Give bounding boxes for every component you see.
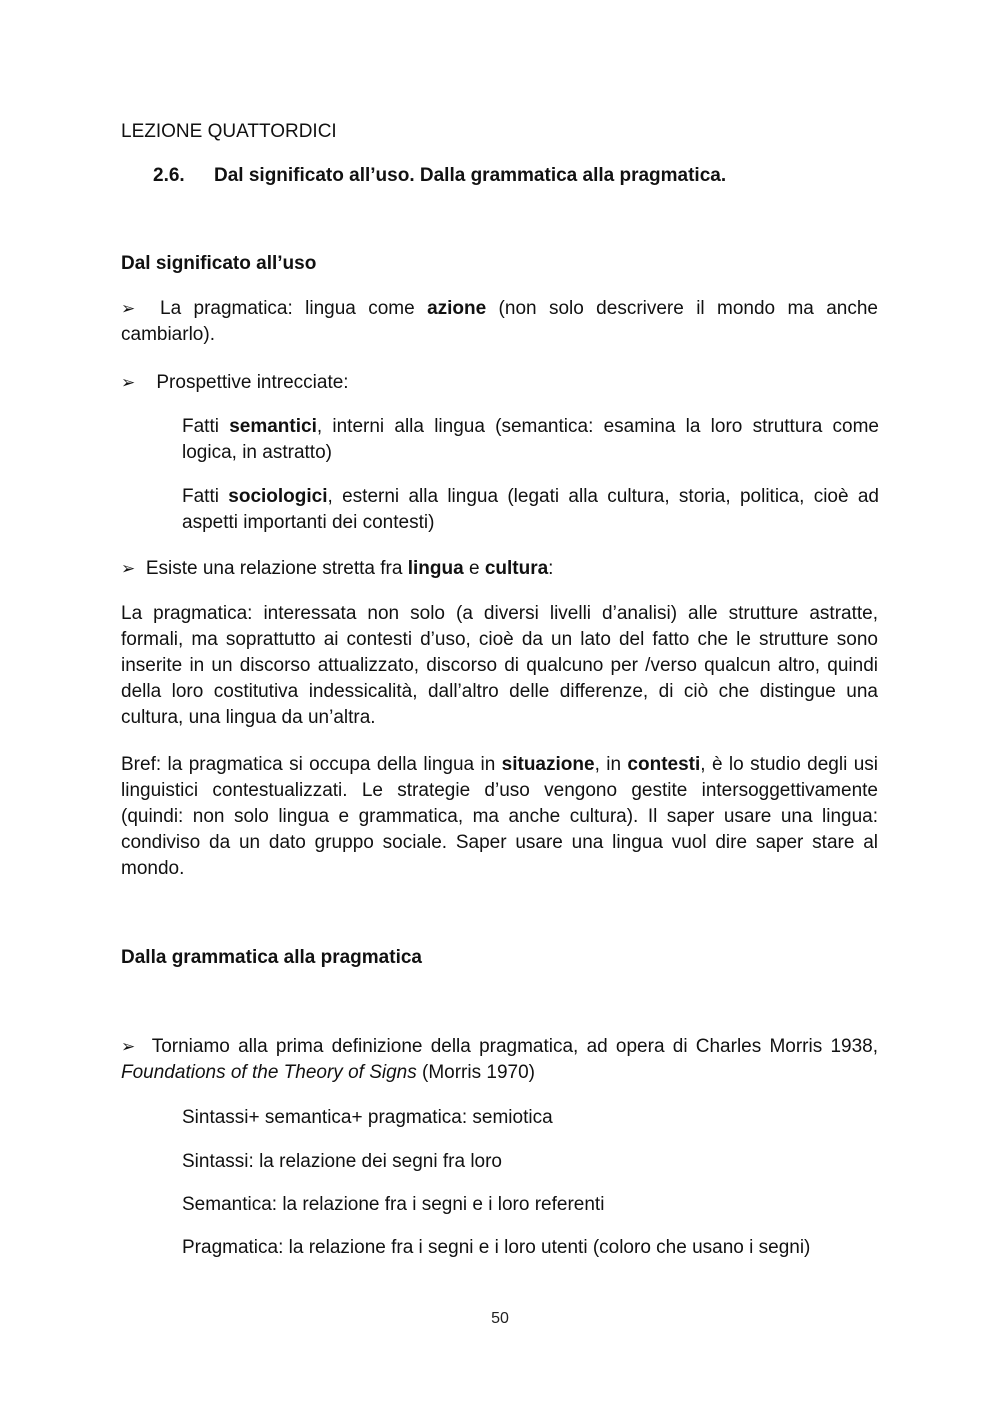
bullet-bold-cultura: cultura [484,558,549,579]
bullet-bold-term: azione [427,298,487,319]
bullet-italic-title: Foundations of the Theory of Signs [121,1062,417,1083]
item-text: Fatti [182,416,230,437]
subsection-heading-grammatica: Dalla grammatica alla pragmatica [121,947,422,968]
item-semantica: Semantica: la relazione fra i segni e i loro referenti [182,1194,605,1215]
item-pragmatica: Pragmatica: la relazione fra i segni e i loro utenti (coloro che usano i segni) [182,1237,811,1258]
bullet-text-end: (Morris 1970) [416,1062,535,1083]
bullet-text: Esiste una relazione stretta fra [145,558,408,579]
paragraph-text-end: , è lo studio degli usi linguistici contestualizzati. Le strategie d’uso vengono gestite intersoggettivamente (quindi: non solo lingua e grammatica, ma anche cultura). Il saper usare una lingua: condiviso da un dato gruppo sociale. Saper usare una lingua vuol dire saper stare al mondo. [121,754,878,879]
paragraph-bold-situazione: situazione [501,754,595,775]
bullet-prospettive [121,370,878,396]
item-semiotica: Sintassi+ semantica+ pragmatica: semiotica [182,1107,553,1128]
arrow-bullet-icon: ➢ [121,1037,136,1057]
item-text-end: , esterni alla lingua (legati alla cultura, storia, politica, cioè ad aspetti importanti dei contesti) [182,486,879,533]
item-text-end: , interni alla lingua (semantica: esamina la loro struttura come logica, in astratto) [182,416,879,463]
bullet-text-end: : [548,558,554,579]
arrow-bullet-icon: ➢ [121,373,136,393]
item-fatti-sociologici [182,484,879,536]
lesson-title: LEZIONE QUATTORDICI [121,121,337,142]
subsection-heading-significato: Dal significato all’uso [121,253,317,274]
paragraph-bold-contesti: contesti [627,754,701,775]
bullet-text-mid: e [463,558,485,579]
item-sintassi: Sintassi: la relazione dei segni fra loro [182,1151,503,1172]
item-fatti-semantici [182,414,879,466]
arrow-bullet-icon: ➢ [121,559,136,579]
item-bold-term: semantici [229,416,317,437]
arrow-bullet-icon: ➢ [121,299,136,319]
paragraph-bref [121,752,878,882]
section-number: 2.6. [153,165,185,186]
bullet-text: Torniamo alla prima definizione della pragmatica, ad opera di Charles Morris 1938, [151,1036,879,1057]
section-title: Dal significato all’uso. Dalla grammatica alla pragmatica. [214,165,727,186]
bullet-text: Prospettive intrecciate: [156,372,349,393]
bullet-bold-lingua: lingua [407,558,464,579]
paragraph-text: Bref: la pragmatica si occupa della lingua in [121,754,502,775]
paragraph-pragmatica-contesti: La pragmatica: interessata non solo (a diversi livelli d’analisi) alle strutture astratte, formali, ma soprattutto ai contesti d’uso, cioè da un lato del fatto che le strutture sono inserite in un discorso attualizzato, discorso di qualcuno per /verso qualcun altro, quindi della loro costitutiva indessicalità, dall’altro delle differenze, di ciò che distingue una cultura, una lingua da un’altra. [121,603,878,728]
bullet-lingua-cultura [121,556,878,582]
bullet-text-end: (non solo descrivere il mondo ma anche cambiarlo). [121,298,879,345]
item-text: Fatti [182,486,229,507]
bullet-pragmatica-azione [121,296,878,348]
item-bold-term: sociologici [228,486,328,507]
paragraph-text-mid: , in [594,754,628,775]
bullet-text: La pragmatica: lingua come [160,298,428,319]
bullet-morris [121,1034,878,1086]
section-heading [153,163,873,189]
page-number: 50 [491,1310,509,1327]
